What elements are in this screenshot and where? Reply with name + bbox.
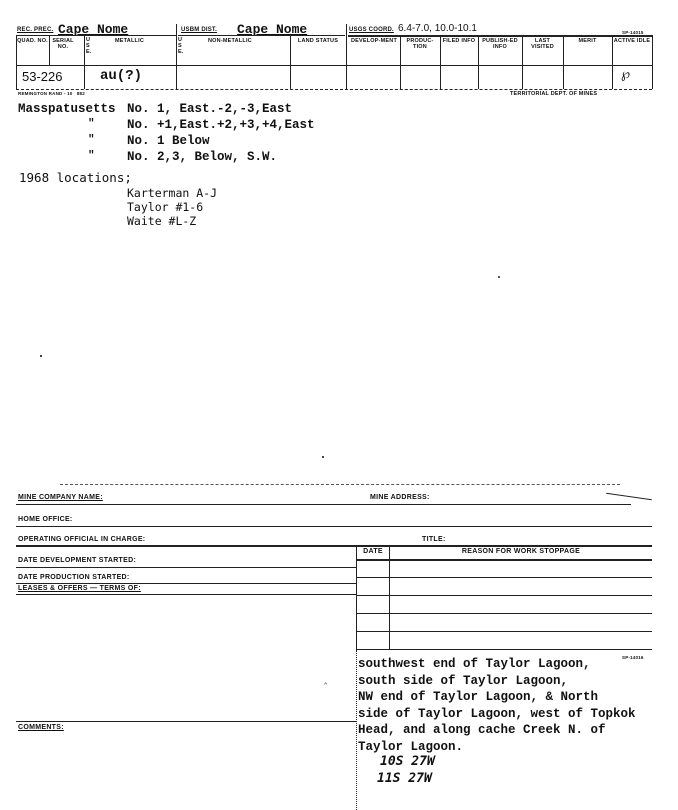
use-header: U S E. xyxy=(86,37,92,55)
published-info-header: PUBLISH-ED INFO xyxy=(482,38,518,50)
date-development-label: DATE DEVELOPMENT STARTED: xyxy=(18,557,137,564)
handwritten-township-2: 11S 27W xyxy=(377,771,432,786)
comments-label: COMMENTS: xyxy=(18,724,64,731)
development-header: DEVELOP-MENT xyxy=(350,38,398,44)
location-item: Waite #L-Z xyxy=(127,214,197,228)
usbm-dist-label: USBM DIST. xyxy=(181,27,218,33)
production-header: PRODUC-TION xyxy=(406,38,434,50)
usbm-dist-value: Cape Nome xyxy=(237,22,308,37)
last-visited-header: LAST VISITED xyxy=(531,38,554,50)
description-line: Head, and along cache Creek N. of xyxy=(358,723,606,737)
location-item: Taylor #1-6 xyxy=(127,200,204,214)
operating-official-label: OPERATING OFFICIAL IN CHARGE: xyxy=(18,536,146,543)
description-line: south side of Taylor Lagoon, xyxy=(358,673,569,688)
use-header-2: U S E. xyxy=(178,37,184,55)
usgs-coord-label: USGS COORD. xyxy=(349,27,394,33)
stray-mark: ‸ xyxy=(324,674,328,685)
territorial-label: TERRITORIAL DEPT. OF MINES xyxy=(510,91,598,97)
leases-label: LEASES & OFFERS — TERMS OF: xyxy=(18,585,141,592)
mine-company-name-label: MINE COMPANY NAME: xyxy=(18,494,103,501)
land-status-header: LAND STATUS xyxy=(297,38,339,44)
ditto-mark: " xyxy=(88,134,95,146)
printer-label: REMINGTON RAND - 10 882 xyxy=(18,91,85,96)
merit-header: MERIT xyxy=(578,38,597,44)
title-label: TITLE: xyxy=(422,536,446,543)
location-description xyxy=(358,656,636,755)
metallic-value: au(?) xyxy=(100,68,143,84)
speck xyxy=(40,355,42,357)
serial-no-header: SERIAL NO. xyxy=(52,38,74,50)
handwritten-township-1: 10S 27W xyxy=(380,754,435,769)
claim-line: No. +1,East.+2,+3,+4,East xyxy=(127,118,315,132)
form-code: SP-14015 xyxy=(622,30,644,35)
claim-name: Masspatusetts xyxy=(18,102,116,116)
claim-line: No. 2,3, Below, S.W. xyxy=(127,150,278,164)
ditto-mark: " xyxy=(88,118,95,130)
nonmetallic-header: NON-METALLIC xyxy=(208,38,252,44)
locations-label: 1968 locations; xyxy=(19,170,132,185)
usgs-coord-value: 6.4-7.0, 10.0-10.1 xyxy=(398,23,477,34)
rec-prec-value: Cape Nome xyxy=(58,22,129,37)
description-line: side of Taylor Lagoon, west of Topkok xyxy=(358,706,636,721)
metallic-header: METALLIC xyxy=(115,38,144,44)
description-line: Taylor Lagoon. xyxy=(358,739,464,754)
filed-info-header: FILED INFO xyxy=(442,38,476,44)
serial-value: 53-226 xyxy=(22,69,63,84)
date-col-header: DATE xyxy=(363,548,383,555)
home-office-label: HOME OFFICE: xyxy=(18,516,73,523)
claim-line: No. 1 Below xyxy=(127,134,210,148)
location-item: Karterman A-J xyxy=(127,186,218,200)
ditto-mark: " xyxy=(88,150,95,162)
active-mark: ℘ xyxy=(621,66,631,81)
date-production-label: DATE PRODUCTION STARTED: xyxy=(18,574,130,581)
speck xyxy=(322,456,324,458)
description-line: southwest end of Taylor Lagoon, xyxy=(358,657,591,671)
active-idle-header: ACTIVE IDLE xyxy=(613,38,651,44)
speck xyxy=(498,276,500,278)
mine-address-label: MINE ADDRESS: xyxy=(370,494,430,501)
quad-no-header: QUAD. NO. xyxy=(17,38,48,44)
rec-prec-label: REC. PREC. xyxy=(17,27,54,33)
description-line: NW end of Taylor Lagoon, & North xyxy=(358,690,599,704)
form-code-2: SP-14016 xyxy=(622,655,644,660)
reason-col-header: REASON FOR WORK STOPPAGE xyxy=(461,548,581,555)
claim-line: No. 1, East.-2,-3,East xyxy=(127,102,293,116)
